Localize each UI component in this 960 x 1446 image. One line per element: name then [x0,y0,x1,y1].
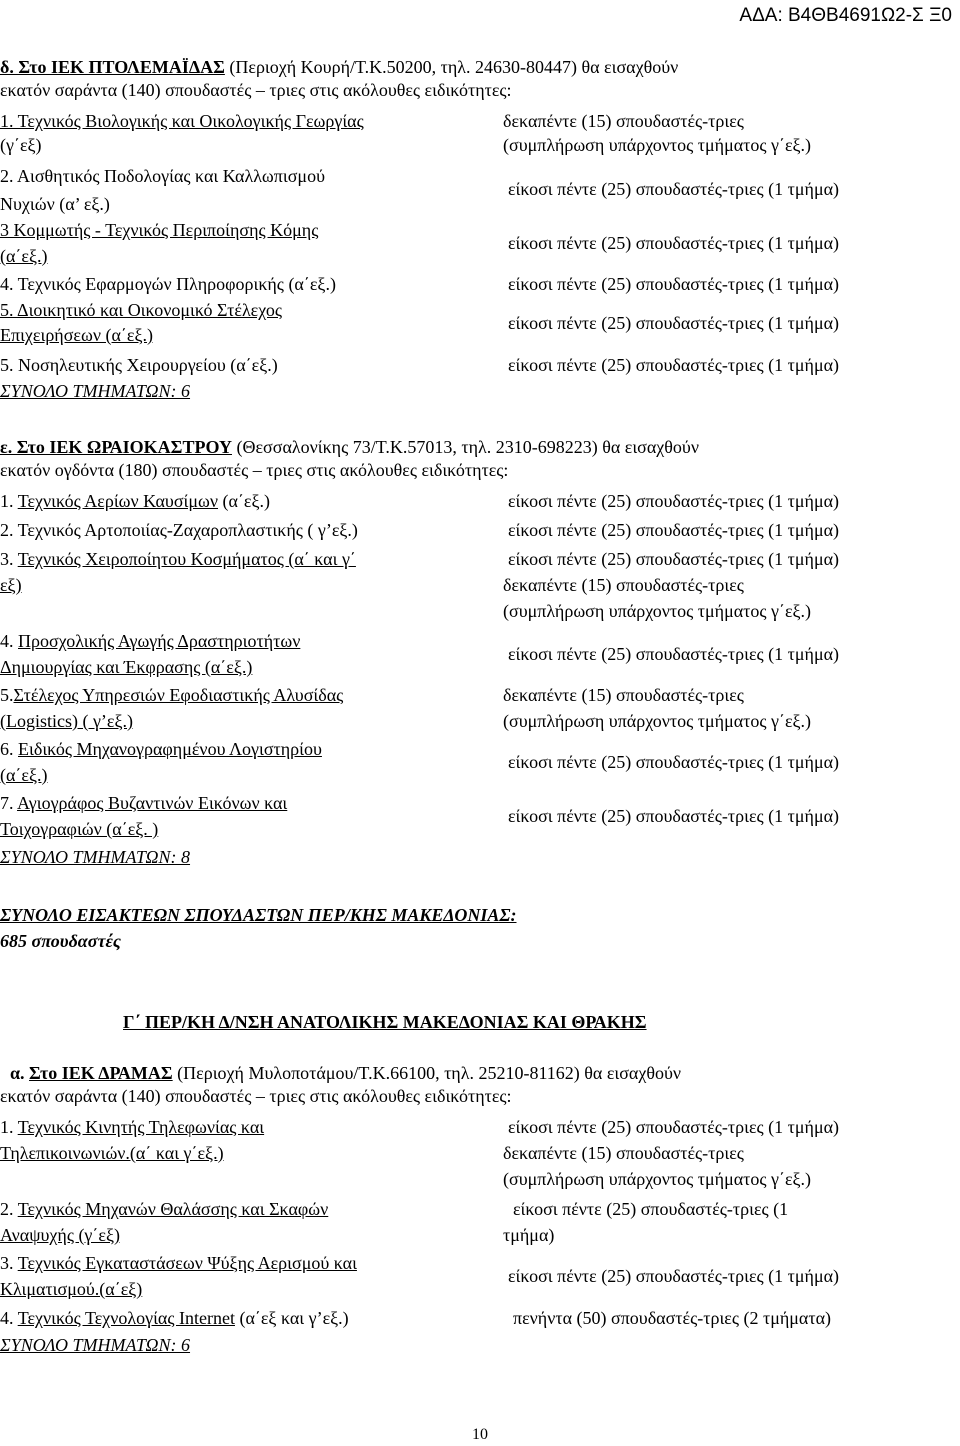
alpha-row-3-title-cont: Κλιματισμού.(α΄εξ) [0,1279,143,1299]
epsilon-row-2-seats: είκοσι πέντε (25) σπουδαστές-τριες (1 τμήμα) [508,520,840,540]
school-address: (Θεσσαλονίκης 73/Τ.Κ.57013, τηλ. 2310-698223) θα εισαχθούν [231,437,699,457]
delta-total: ΣΥΝΟΛΟ ΤΜΗΜΑΤΩΝ: 6 [0,381,191,401]
section-epsilon-intro-2: εκατόν ογδόντα (180) σπουδαστές – τριες στις ακόλουθες ειδικότητες: [0,460,509,480]
epsilon-row-3-title-cont: εξ) [0,575,22,595]
delta-row-4-title: 4. Τεχνικός Εφαρμογών Πληροφορικής (α΄εξ.) [0,274,336,294]
delta-row-5-title-cont: Επιχειρήσεων (α΄εξ.) [0,325,153,345]
alpha-row-2-title: 2. Τεχνικός Μηχανών Θαλάσσης και Σκαφών [0,1199,329,1219]
section-alpha-intro-2: εκατόν σαράντα (140) σπουδαστές – τριες στις ακόλουθες ειδικότητες: [0,1086,512,1106]
delta-row-1-seats: δεκαπέντε (15) σπουδαστές-τριες [503,111,744,131]
delta-row-1-note: (συμπλήρωση υπάρχοντος τμήματος γ΄εξ.) [503,135,812,155]
alpha-row-4-title: 4. Τεχνικός Τεχνολογίας Internet (α΄εξ και γ’εξ.) [0,1308,349,1328]
school-address: (Περιοχή Μυλοποτάμου/Τ.Κ.66100, τηλ. 25210-81162) θα εισαχθούν [172,1063,682,1083]
delta-row-2-title-cont: Νυχιών (α’ εξ.) [0,194,110,214]
section-delta-intro-1 [0,56,678,78]
epsilon-row-7-title: 7. Αγιογράφος Βυζαντινών Εικόνων και [0,793,288,813]
section-heading: Γ΄ ΠΕΡ/ΚΗ Δ/ΝΣΗ ΑΝΑΤΟΛΙΚΗΣ ΜΑΚΕΔΟΝΙΑΣ ΚΑΙ ΘΡΑΚΗΣ [123,1012,647,1032]
delta-row-4-seats: είκοσι πέντε (25) σπουδαστές-τριες (1 τμήμα) [508,274,840,294]
school-name: Στο ΙΕΚ ΔΡΑΜΑΣ [29,1063,173,1083]
epsilon-row-5-title-cont: (Logistics) ( γ’εξ.) [0,711,134,731]
epsilon-row-1-title: 1. Τεχνικός Αερίων Καυσίμων (α΄εξ.) [0,491,271,511]
epsilon-row-1-seats: είκοσι πέντε (25) σπουδαστές-τριες (1 τμήμα) [508,491,840,511]
alpha-row-3-title: 3. Τεχνικός Εγκαταστάσεων Ψύξης Αερισμού και [0,1253,357,1273]
delta-row-5-title: 5. Διοικητικό και Οικονομικό Στέλεχος [0,300,282,320]
epsilon-row-3-seats-a: είκοσι πέντε (25) σπουδαστές-τριες (1 τμήμα) [508,549,840,569]
epsilon-row-5-seats: δεκαπέντε (15) σπουδαστές-τριες [503,685,744,705]
alpha-row-2-seats: είκοσι πέντε (25) σπουδαστές-τριες (1 [513,1199,789,1219]
alpha-row-3-seats: είκοσι πέντε (25) σπουδαστές-τριες (1 τμήμα) [508,1266,840,1286]
delta-row-3-title-cont: (α΄εξ.) [0,246,48,266]
delta-row-2-title: 2. Αισθητικός Ποδολογίας και Καλλωπισμού [0,166,325,186]
document-code: ΑΔΑ: Β4ΘΒ4691Ω2-Σ Ξ0 [739,5,952,26]
epsilon-row-6-seats: είκοσι πέντε (25) σπουδαστές-τριες (1 τμήμα) [508,752,840,772]
epsilon-row-2-title: 2. Τεχνικός Αρτοποιίας-Ζαχαροπλαστικής ( γ’εξ.) [0,520,358,540]
epsilon-row-4-title-cont: Δημιουργίας και Έκφρασης (α΄εξ.) [0,657,253,677]
alpha-row-1-seats-b: δεκαπέντε (15) σπουδαστές-τριες [503,1143,744,1163]
school-name: ε. Στο ΙΕΚ ΩΡΑΙΟΚΑΣΤΡΟΥ [0,437,232,457]
school-address: (Περιοχή Κουρή/Τ.Κ.50200, τηλ. 24630-80447) θα εισαχθούν [224,57,679,77]
epsilon-total: ΣΥΝΟΛΟ ΤΜΗΜΑΤΩΝ: 8 [0,847,191,867]
alpha-row-1-title-cont: Τηλεπικοινωνιών.(α΄ και γ΄εξ.) [0,1143,224,1163]
page-number: 10 [472,1426,488,1443]
alpha-row-2-title-cont: Αναψυχής (γ΄εξ) [0,1225,120,1245]
delta-row-3-seats: είκοσι πέντε (25) σπουδαστές-τριες (1 τμήμα) [508,233,840,253]
epsilon-row-6-title-cont: (α΄εξ.) [0,765,48,785]
epsilon-row-3-note: (συμπλήρωση υπάρχοντος τμήματος γ΄εξ.) [503,601,812,621]
delta-row-1-title-cont: (γ΄εξ) [0,135,42,155]
school-name: δ. Στο ΙΕΚ ΠΤΟΛΕΜΑΪΔΑΣ [0,57,225,77]
delta-row-6-title: 5. Νοσηλευτικής Χειρουργείου (α΄εξ.) [0,355,278,375]
grand-total-label: ΣΥΝΟΛΟ ΕΙΣΑΚΤΕΩΝ ΣΠΟΥΔΑΣΤΩΝ ΠΕΡ/ΚΗΣ ΜΑΚΕΔΟΝΙΑΣ: [0,905,517,925]
epsilon-row-4-seats: είκοσι πέντε (25) σπουδαστές-τριες (1 τμήμα) [508,644,840,664]
delta-row-6-seats: είκοσι πέντε (25) σπουδαστές-τριες (1 τμήμα) [508,355,840,375]
alpha-row-1-seats-a: είκοσι πέντε (25) σπουδαστές-τριες (1 τμήμα) [508,1117,840,1137]
epsilon-row-6-title: 6. Ειδικός Μηχανογραφημένου Λογιστηρίου [0,739,322,759]
section-delta-intro-2: εκατόν σαράντα (140) σπουδαστές – τριες στις ακόλουθες ειδικότητες: [0,80,512,100]
delta-row-2-seats: είκοσι πέντε (25) σπουδαστές-τριες (1 τμήμα) [508,179,840,199]
epsilon-row-3-seats-b: δεκαπέντε (15) σπουδαστές-τριες [503,575,744,595]
delta-row-5-seats: είκοσι πέντε (25) σπουδαστές-τριες (1 τμήμα) [508,313,840,333]
alpha-row-1-note: (συμπλήρωση υπάρχοντος τμήματος γ΄εξ.) [503,1169,812,1189]
epsilon-row-4-title: 4. Προσχολικής Αγωγής Δραστηριοτήτων [0,631,301,651]
delta-row-1-title: 1. Τεχνικός Βιολογικής και Οικολογικής Γεωργίας [0,111,364,131]
section-epsilon-intro-1 [0,436,699,458]
delta-row-3-title: 3 Κομμωτής - Τεχνικός Περιποίησης Κόμης [0,220,319,240]
grand-total-value: 685 σπουδαστές [0,931,121,951]
epsilon-row-5-title: 5.Στέλεχος Υπηρεσιών Εφοδιαστικής Αλυσίδας [0,685,344,705]
epsilon-row-7-title-cont: Τοιχογραφιών (α΄εξ. ) [0,819,159,839]
epsilon-row-5-note: (συμπλήρωση υπάρχοντος τμήματος γ΄εξ.) [503,711,812,731]
alpha-row-4-seats: πενήντα (50) σπουδαστές-τριες (2 τμήματα) [513,1308,831,1328]
epsilon-row-7-seats: είκοσι πέντε (25) σπουδαστές-τριες (1 τμήμα) [508,806,840,826]
alpha-total: ΣΥΝΟΛΟ ΤΜΗΜΑΤΩΝ: 6 [0,1335,191,1355]
alpha-row-2-seats-cont: τμήμα) [503,1225,555,1245]
section-alpha-intro-1: α. Στο ΙΕΚ ΔΡΑΜΑΣ (Περιοχή Μυλοποτάμου/Τ.Κ.66100, τηλ. 25210-81162) θα εισαχθούν [10,1063,682,1083]
alpha-row-1-title: 1. Τεχνικός Κινητής Τηλεφωνίας και [0,1117,265,1137]
epsilon-row-3-title: 3. Τεχνικός Χειροποίητου Κοσμήματος (α΄ και γ΄ [0,549,356,569]
